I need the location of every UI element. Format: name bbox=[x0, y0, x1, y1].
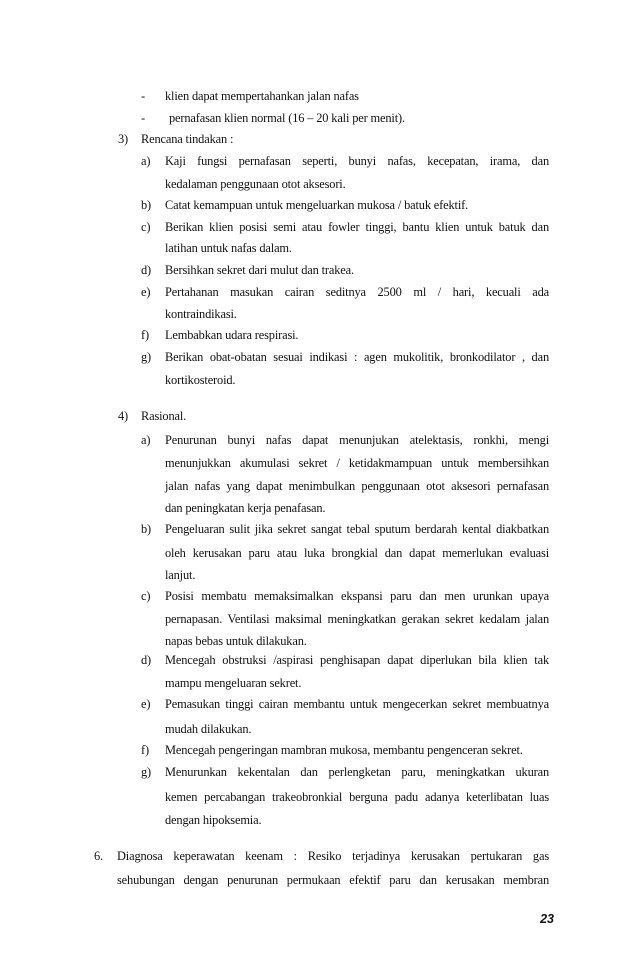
plan-item-text: Pertahanan masukan cairan seditnya 2500 ml / hari, kecuali ada bbox=[165, 285, 549, 299]
rationale-item-text: kemen percabangan trakeobronkial berguna padu adanya keterlibatan luas bbox=[165, 790, 549, 804]
rationale-item-text: pernapasan. Ventilasi maksimal meningkatkan gerakan sekret kedalam jalan bbox=[165, 612, 549, 626]
rationale-title: Rasional. bbox=[141, 409, 187, 423]
rationale-item-marker: g) bbox=[141, 765, 152, 779]
plan-item-text: Lembabkan udara respirasi. bbox=[165, 328, 299, 342]
rationale-item-marker: f) bbox=[141, 743, 149, 757]
plan-item-marker: e) bbox=[141, 285, 151, 299]
goal-marker: - bbox=[141, 89, 145, 103]
plan-number: 3) bbox=[118, 132, 129, 146]
plan-item-marker: a) bbox=[141, 154, 151, 168]
rationale-item-text: Pemasukan tinggi cairan membantu untuk mengecerkan sekret membuatnya bbox=[165, 697, 549, 711]
rationale-item-text: Menurunkan kekentalan dan perlengketan paru, meningkatkan ukuran bbox=[165, 765, 549, 779]
plan-item-text: Berikan klien posisi semi atau fowler tinggi, bantu klien untuk batuk dan bbox=[165, 220, 549, 234]
rationale-item-text: napas bebas untuk dilakukan. bbox=[165, 634, 307, 648]
rationale-item-text: Mencegah obstruksi /aspirasi penghisapan dapat diperlukan bila klien tak bbox=[165, 653, 549, 667]
goal-text: pernafasan klien normal (16 – 20 kali per menit). bbox=[169, 111, 405, 125]
rationale-item-marker: b) bbox=[141, 522, 152, 536]
rationale-item-text: Posisi membatu memaksimalkan ekspansi paru dan men urunkan upaya bbox=[165, 589, 549, 603]
plan-item-marker: g) bbox=[141, 350, 152, 364]
goal-marker: - bbox=[141, 111, 145, 125]
plan-item-text: kedalaman penggunaan otot aksesori. bbox=[165, 177, 346, 191]
rationale-item-text: Mencegah pengeringan mambran mukosa, membantu pengenceran sekret. bbox=[165, 743, 523, 757]
rationale-item-marker: c) bbox=[141, 589, 151, 603]
plan-item-text: Kaji fungsi pernafasan seperti, bunyi nafas, kecepatan, irama, dan bbox=[165, 154, 549, 168]
page-number: 23 bbox=[540, 912, 554, 926]
plan-item-marker: f) bbox=[141, 328, 149, 342]
rationale-item-text: Pengeluaran sulit jika sekret sangat tebal sputum berdarah kental diakbatkan bbox=[165, 522, 549, 536]
plan-item-text: Bersihkan sekret dari mulut dan trakea. bbox=[165, 263, 354, 277]
rationale-item-text: menunjukkan akumulasi sekret / ketidakmampuan untuk membersihkan bbox=[165, 456, 549, 470]
plan-item-text: kontraindikasi. bbox=[165, 307, 237, 321]
rationale-item-text: mampu mengeluaran sekret. bbox=[165, 676, 302, 690]
plan-item-marker: b) bbox=[141, 198, 152, 212]
plan-item-marker: c) bbox=[141, 220, 151, 234]
rationale-number: 4) bbox=[118, 409, 129, 423]
plan-item-text: Catat kemampuan untuk mengeluarkan mukosa / batuk efektif. bbox=[165, 198, 469, 212]
rationale-item-text: oleh kerusakan paru atau luka brongkial dan dapat memerlukan evaluasi bbox=[165, 546, 549, 560]
plan-item-text: kortikosteroid. bbox=[165, 373, 236, 387]
diagnosis-number: 6. bbox=[94, 849, 103, 863]
rationale-item-marker: e) bbox=[141, 697, 151, 711]
plan-title: Rencana tindakan : bbox=[141, 132, 234, 146]
diagnosis-text: Diagnosa keperawatan keenam : Resiko terjadinya kerusakan pertukaran gas bbox=[117, 849, 549, 863]
plan-item-marker: d) bbox=[141, 263, 152, 277]
rationale-item-text: lanjut. bbox=[165, 568, 196, 582]
rationale-item-text: mudah dilakukan. bbox=[165, 722, 252, 736]
plan-item-text: latihan untuk nafas dalam. bbox=[165, 241, 292, 255]
rationale-item-text: Penurunan bunyi nafas dapat menunjukan atelektasis, ronkhi, mengi bbox=[165, 433, 549, 447]
rationale-item-marker: d) bbox=[141, 653, 152, 667]
diagnosis-text: sehubungan dengan penurunan permukaan efektif paru dan kerusakan membran bbox=[117, 873, 549, 887]
goal-text: klien dapat mempertahankan jalan nafas bbox=[165, 89, 359, 103]
rationale-item-text: dan peningkatan kerja penafasan. bbox=[165, 501, 326, 515]
rationale-item-text: jalan nafas yang dapat menimbulkan penggunaan otot aksesori pernafasan bbox=[165, 479, 549, 493]
rationale-item-text: dengan hipoksemia. bbox=[165, 813, 262, 827]
rationale-item-marker: a) bbox=[141, 433, 151, 447]
plan-item-text: Berikan obat-obatan sesuai indikasi : agen mukolitik, bronkodilator , dan bbox=[165, 350, 549, 364]
